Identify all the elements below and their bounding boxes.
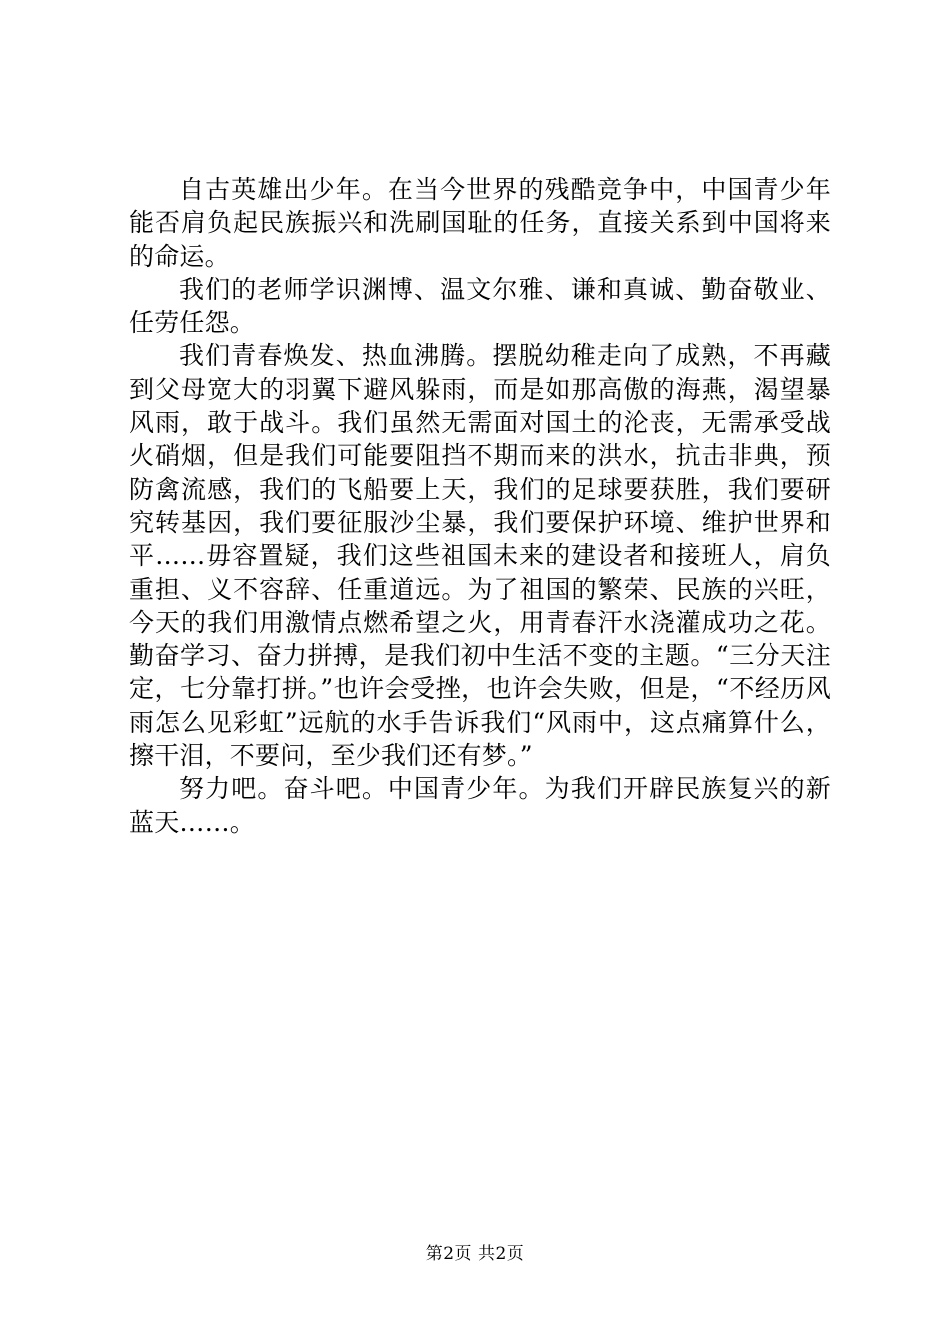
paragraph-2: 我们的老师学识渊博、温文尔雅、谦和真诚、勤奋敬业、任劳任怨。: [129, 274, 831, 338]
page-number-footer: 第2页 共2页: [425, 1244, 525, 1264]
document-body: [129, 173, 831, 839]
paragraph-4: 努力吧。奋斗吧。中国青少年。为我们开辟民族复兴的新蓝天……。: [129, 774, 831, 837]
paragraph-3: 我们青春焕发、热血沸腾。摆脱幼稚走向了成熟，不再藏到父母宽大的羽翼下避风躲雨，而是如那高傲的海燕，渴望暴风雨，敢于战斗。我们虽然无需面对国土的沦丧，无需承受战火硝烟，但是我们可能要阻挡不期而来的洪水，抗击非典，预防禽流感，我们的飞船要上天，我们的足球要获胜，我们要研究转基因，我们要征服沙尘暴，我们要保护环境、维护世界和平……毋容置疑，我们这些祖国未来的建设者和接班人，肩负重担、义不容辞、任重道远。为了祖国的繁荣、民族的兴旺，今天的我们用激情点燃希望之火，用青春汗水浇灌成功之花。勤奋学习、奋力拼搏，是我们初中生活不变的主题。“三分天注定，七分靠打拼。”也许会受挫，也许会失败，但是，“不经历风雨怎么见彩虹”远航的水手告诉我们“风雨中，这点痛算什么，擦干泪，不要问，至少我们还有梦。”: [129, 341, 831, 771]
paragraph-1: 自古英雄出少年。在当今世界的残酷竞争中，中国青少年能否肩负起民族振兴和洗刷国耻的任务，直接关系到中国将来的命运。: [129, 175, 831, 271]
